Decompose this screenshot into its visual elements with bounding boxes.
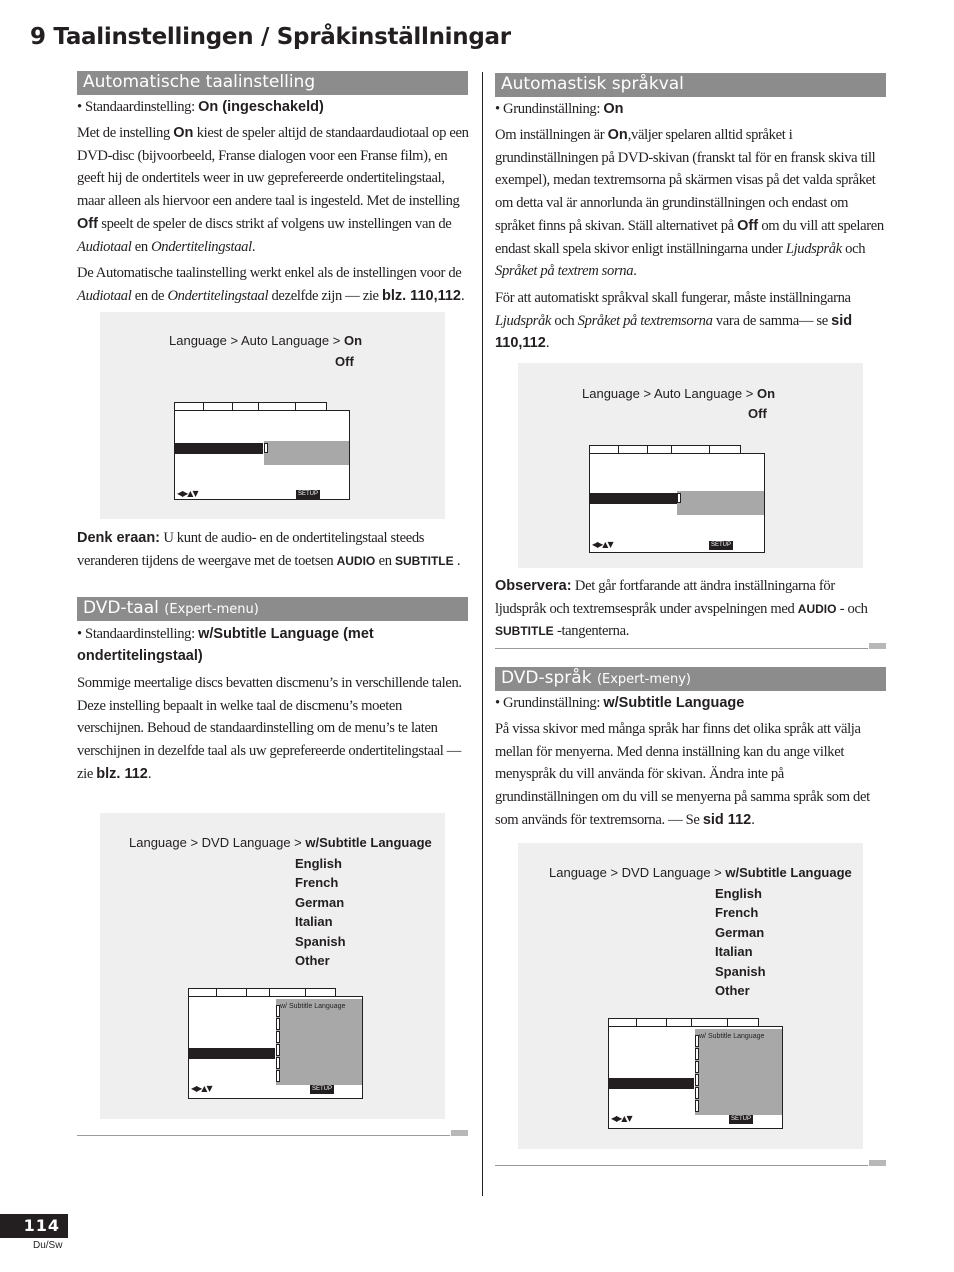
default-setting-auto-language-nl — [77, 96, 468, 118]
default-setting-dvd-language-nl: • Standaardinstelling: w/Subtitle Language (met ondertitelingstaal) — [77, 626, 374, 664]
option-english: English — [295, 856, 342, 871]
section-heading-auto-language-sv — [495, 73, 886, 97]
screen-selected-label: w/ Subtitle Language — [699, 1033, 765, 1040]
menu-path: Language > DVD Language > w/Subtitle Language — [549, 865, 852, 880]
page-number: 114 — [0, 1214, 68, 1238]
section-divider-end — [869, 1160, 886, 1166]
heading-text: DVD-språk — [501, 668, 592, 688]
dvd-language-paragraph-sv: På vissa skivor med många språk har finns det olika språk att välja mellan för menyerna. Med denna inställning kan du ange vilket menyspråk du vill använda för skivan. Ändra inte på grundinställningen om du vill se menyerna på samma språk som det som används för textremsorna. — Se sid 112. — [495, 721, 870, 828]
navigation-arrows-icon: ◀▶▲▼ — [592, 540, 613, 549]
menu-option-off: Off — [748, 406, 767, 421]
section-divider-end — [869, 643, 886, 649]
option-spanish: Spanish — [295, 933, 346, 949]
auto-language-paragraph-1-nl: Met de instelling On kiest de speler altijd de standaardaudiotaal op een DVD-disc (bijvoorbeeld, Franse dialogen voor een Franse film), en geeft hij de ondertitels weer in uw geprefereerde ondertitelingstaal, maar alleen als hiervoor een andere taal is ingesteld. Met de instelling Off speelt de speler de discs strikt af volgens uw instellingen van de Audiotaal en Ondertitelingstaal. — [77, 125, 469, 255]
option-spanish: Spanish — [715, 963, 766, 979]
navigation-arrows-icon: ◀▶▲▼ — [177, 489, 198, 498]
auto-language-paragraph-2-sv: För att automatiskt språkval skall fungerar, måste inställningarna Ljudspråk och Språket på textremsorna vara de samma— se sid 110,112. — [495, 290, 853, 352]
menu-path: Language > DVD Language > w/Subtitle Language — [129, 835, 432, 850]
section-heading-auto-language-nl — [77, 71, 468, 95]
chapter-title: 9 Taalinstellingen / Språkinställningar — [30, 24, 511, 50]
menu-illustration-dvd-language-nl — [100, 813, 445, 1119]
section-divider — [77, 1135, 450, 1136]
dvd-language-paragraph-nl: Sommige meertalige discs bevatten discmenu’s in verschillende talen. Deze instelling bepaalt in welke taal de discmenu’s moeten verschijnen. Behoud de standaardinstelling om de menu’s te laten verschijnen in dezelfde taal als uw geprefereerde ondertitelingstaal — zie blz. 112. — [77, 675, 462, 782]
menu-path: Language > Auto Language > On — [169, 333, 363, 348]
setup-icon: SETUP — [711, 542, 732, 548]
default-value: On (ingeschakeld) — [198, 99, 324, 115]
screen-selected-label: w/ Subtitle Language — [280, 1003, 346, 1010]
option-french: French — [715, 905, 759, 921]
section-heading-dvd-language-sv — [495, 667, 886, 691]
option-german: German — [295, 894, 345, 910]
auto-language-paragraph-2-nl: De Automatische taalinstelling werkt enkel als de instellingen voor de Audiotaal en de Ondertitelingstaal dezelfde zijn — zie blz. 110,112. — [77, 265, 465, 304]
option-italian: Italian — [295, 914, 333, 930]
section-heading-dvd-language-nl — [77, 597, 468, 621]
default-setting-auto-language-sv: • Grundinställning: On — [495, 101, 624, 117]
navigation-arrows-icon: ◀▶▲▼ — [611, 1114, 632, 1123]
note-observera: Observera: Det går fortfarande att ändra inställningarna för ljudspråk och textremsespråk under avspelningen med AUDIO - och SUBTITLE -tangenterna. — [495, 578, 868, 640]
heading-text: DVD-taal — [83, 598, 159, 618]
default-setting-dvd-language-sv: • Grundinställning: w/Subtitle Language — [495, 695, 745, 711]
auto-language-paragraph-1-sv: Om inställningen är On,väljer spelaren alltid språket i grundinställningen på DVD-skivan (franskt tal för en fransk skiva till exempel), medan textremsorna på skärmen visas på det valda språket om detta val är annorlunda än grundinställningen och endast om språket finns på skivan. Ställ alternativet på Off om du vill att spelaren endast skall spela skivor enligt inställningarna under Ljudspråk och Språket på textrem sorna. — [495, 127, 884, 280]
heading-text: Automastisk språkval — [501, 74, 684, 94]
setup-icon: SETUP — [298, 491, 319, 497]
section-divider-end — [451, 1130, 468, 1136]
heading-text: Automatische taalinstelling — [83, 72, 316, 92]
menu-options-list — [715, 884, 766, 1000]
option-other: Other — [715, 983, 750, 999]
menu-option-off: Off — [335, 354, 354, 369]
menu-illustration-auto-language-sv — [518, 363, 863, 568]
option-other: Other — [295, 953, 330, 969]
menu-path: Language > Auto Language > On — [582, 386, 776, 401]
tv-screen — [188, 988, 362, 1098]
setup-icon: SETUP — [731, 1116, 752, 1122]
note-denk-eraan: Denk eraan: U kunt de audio- en de ondertitelingstaal steeds veranderen tijdens de weergave met de toetsen AUDIO en SUBTITLE . — [77, 530, 461, 569]
section-divider — [495, 648, 868, 649]
language-code: Du/Sw — [33, 1240, 63, 1251]
setup-icon: SETUP — [312, 1086, 333, 1092]
column-divider — [482, 72, 483, 1196]
tv-screen — [589, 445, 763, 549]
section-divider — [495, 1165, 868, 1166]
navigation-arrows-icon: ◀▶▲▼ — [191, 1084, 212, 1093]
heading-subtext: (Expert-menu) — [164, 602, 259, 617]
menu-illustration-dvd-language-sv — [518, 843, 863, 1149]
option-french: French — [295, 875, 339, 891]
default-label: • Standaardinstelling: — [77, 99, 199, 115]
option-italian: Italian — [715, 944, 753, 960]
menu-options-list — [295, 854, 346, 970]
option-german: German — [715, 924, 765, 940]
tv-screen — [608, 1018, 782, 1128]
heading-subtext: (Expert-meny) — [596, 672, 691, 687]
tv-screen — [174, 402, 348, 499]
menu-illustration-auto-language-nl — [100, 312, 445, 519]
option-english: English — [715, 886, 762, 901]
